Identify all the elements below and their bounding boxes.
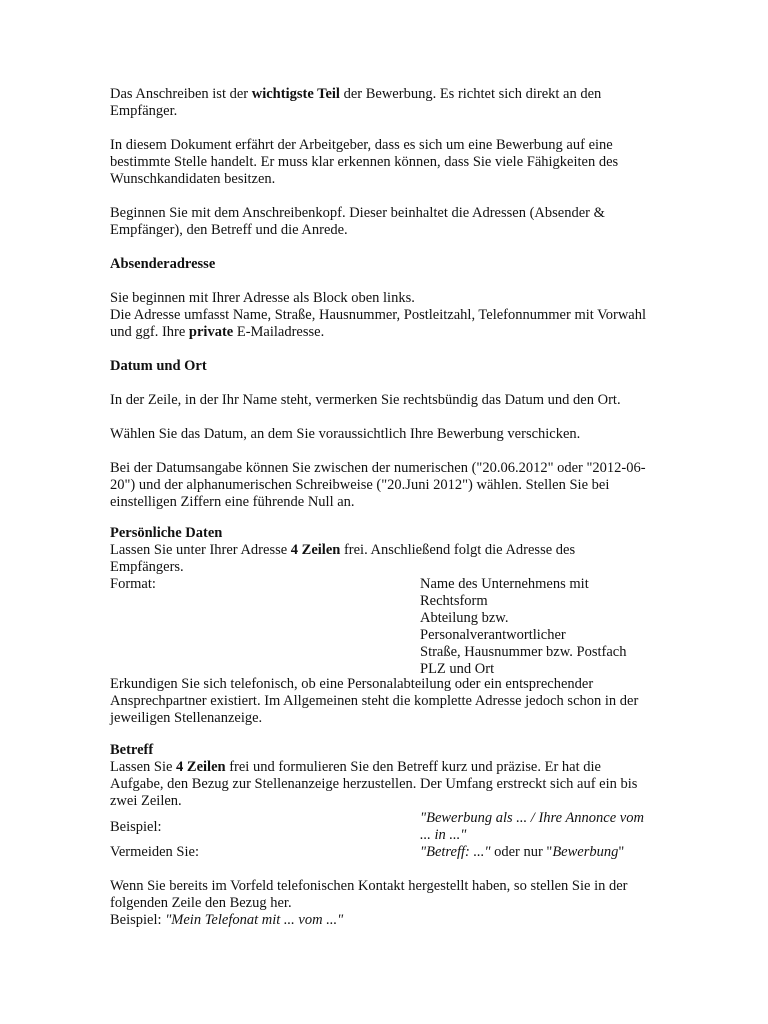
datum-paragraph-2 bbox=[110, 426, 650, 443]
paragraph-text: frei. Anschließend folgt die Adresse des Empfängers. bbox=[110, 542, 576, 575]
format-address-block bbox=[420, 576, 650, 678]
vermeiden-quote: " bbox=[618, 844, 625, 860]
beispiel-value-block bbox=[420, 810, 650, 844]
paragraph-text: Lassen Sie bbox=[110, 759, 177, 775]
format-line: Straße, Hausnummer bzw. Postfach bbox=[420, 644, 627, 660]
paragraph-text: Wählen Sie das Datum, an dem Sie voraussichtlich Ihre Bewerbung verschicken. bbox=[110, 426, 581, 442]
format-line: Name des Unternehmens mit Rechtsform bbox=[420, 576, 589, 609]
kontakt-paragraph bbox=[110, 878, 650, 929]
paragraph-text: Beginnen Sie mit dem Anschreibenkopf. Dieser beinhaltet die Adressen (Absender & Empfänger), den Betreff und die Anrede. bbox=[110, 205, 605, 238]
vermeiden-row bbox=[110, 844, 650, 861]
intro-text: Das Anschreiben ist der bbox=[110, 86, 252, 102]
intro-text-end: der Bewerbung. Es richtet sich direkt an den Empfänger. bbox=[110, 86, 602, 119]
vermeiden-label: Vermeiden Sie: bbox=[110, 844, 199, 860]
datum-paragraph-1 bbox=[110, 392, 650, 409]
paragraph-text: frei und formulieren Sie den Betreff kurz und präzise. Er hat die Aufgabe, den Bezug zur Stellenanzeige herzustellen. Der Umfang erstreckt sich auf ein bis zwei Zeilen. bbox=[110, 759, 638, 809]
emphasis-text: 4 Zeilen bbox=[176, 759, 226, 775]
section-heading: Persönliche Daten bbox=[110, 525, 223, 541]
persoenlich-after bbox=[110, 676, 650, 727]
paragraph-text: In der Zeile, in der Ihr Name steht, vermerken Sie rechtsbündig das Datum und den Ort. bbox=[110, 392, 621, 408]
vermeiden-word: Bewerbung bbox=[552, 844, 619, 860]
paragraph-text: Sie beginnen mit Ihrer Adresse als Block oben links. bbox=[110, 290, 415, 306]
emphasis-text: private bbox=[188, 324, 234, 340]
paragraph-text: In diesem Dokument erfährt der Arbeitgeber, dass es sich um eine Bewerbung auf eine bestimmte Stelle handelt. Er muss klar erkennen können, dass Sie viele Fähigkeiten des Wunschkandidaten besitzen. bbox=[110, 137, 619, 187]
betreff-section bbox=[110, 742, 650, 810]
beispiel-value: "Bewerbung als ... / Ihre Annonce vom ... in ..." bbox=[420, 810, 644, 843]
paragraph-text: Wenn Sie bereits im Vorfeld telefonischen Kontakt hergestellt haben, so stellen Sie in der folgenden Zeile den Bezug her. bbox=[110, 878, 628, 911]
paragraph-text: Lassen Sie unter Ihrer Adresse bbox=[110, 542, 291, 558]
datum-paragraph-3 bbox=[110, 460, 650, 511]
beispiel2-label: Beispiel: bbox=[110, 912, 166, 928]
document-paragraph bbox=[110, 137, 650, 188]
section-heading: Absenderadresse bbox=[110, 256, 216, 272]
emphasis-text: 4 Zeilen bbox=[290, 542, 341, 558]
format-line: Abteilung bzw. Personalverantwortlicher bbox=[420, 610, 566, 643]
section-heading: Betreff bbox=[110, 742, 154, 758]
section-heading: Datum und Ort bbox=[110, 358, 207, 374]
beispiel-label: Beispiel: bbox=[110, 819, 162, 835]
paragraph-text: Erkundigen Sie sich telefonisch, ob eine Personalabteilung oder ein entsprechender Ansprechpartner existiert. Im Allgemeinen steht die komplette Adresse jedoch schon in der jeweiligen Stellenanzeige. bbox=[110, 676, 639, 726]
intro-emphasis: wichtigste Teil bbox=[251, 86, 340, 102]
paragraph-text: E-Mailadresse. bbox=[233, 324, 325, 340]
vermeiden-text: oder nur " bbox=[490, 844, 553, 860]
absender-section bbox=[110, 290, 650, 341]
vermeiden-value: "Betreff: ..." bbox=[420, 844, 491, 860]
format-line: PLZ und Ort bbox=[420, 661, 495, 677]
vermeiden-value-block bbox=[420, 844, 650, 861]
datum-heading bbox=[110, 358, 650, 375]
beispiel-row bbox=[110, 810, 650, 844]
persoenlich-section bbox=[110, 525, 650, 576]
format-row bbox=[110, 576, 650, 676]
paragraph-text: Bei der Datumsangabe können Sie zwischen der numerischen ("20.06.2012" oder "2012-06-20") und der alphanumerischen Schreibweise ("20.Juni 2012") wählen. Stellen Sie bei einstelligen Ziffern eine führende Null an. bbox=[110, 460, 646, 510]
header-paragraph bbox=[110, 205, 650, 239]
format-label: Format: bbox=[110, 576, 156, 592]
intro-paragraph bbox=[110, 86, 650, 120]
absender-heading bbox=[110, 256, 650, 273]
beispiel2-value: "Mein Telefonat mit ... vom ..." bbox=[165, 912, 344, 928]
paragraph-text: Die Adresse umfasst Name, Straße, Hausnummer, Postleitzahl, Telefonnummer mit Vorwahl und ggf. Ihre bbox=[110, 307, 647, 340]
